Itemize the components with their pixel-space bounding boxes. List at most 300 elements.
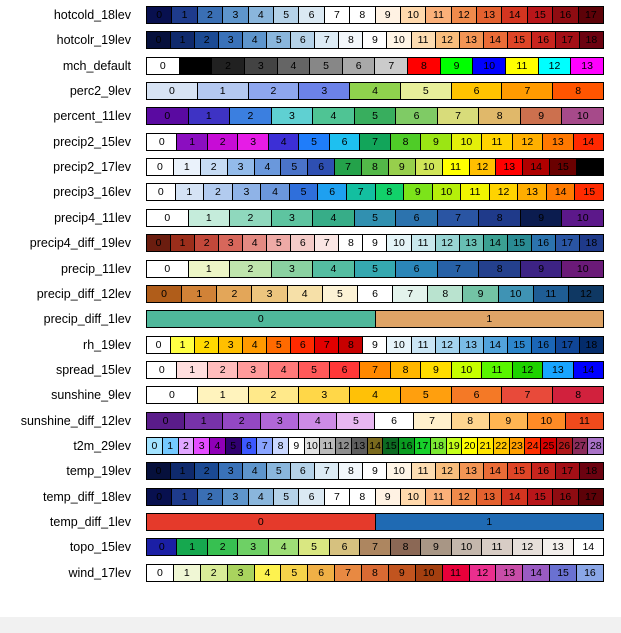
color-swatch: 13 — [518, 184, 547, 200]
color-swatch: 10 — [305, 438, 321, 454]
color-swatch: 8 — [376, 184, 405, 200]
colormap-row — [0, 309, 621, 329]
color-swatch: 16 — [532, 337, 556, 353]
footer-band — [0, 617, 621, 633]
color-swatch: 23 — [510, 438, 526, 454]
color-swatch: 2 — [208, 134, 238, 150]
color-swatch: 14 — [484, 32, 508, 48]
colormap-name: topo_15lev — [69, 540, 131, 555]
color-swatch: 17 — [556, 463, 580, 479]
color-swatch: 4 — [288, 286, 323, 302]
colormap-bar — [146, 462, 604, 480]
color-swatch: 7 — [257, 438, 273, 454]
color-swatch: 15 — [528, 7, 553, 23]
colormap-bar — [146, 361, 604, 379]
color-swatch: 6 — [318, 184, 347, 200]
color-swatch: 1 — [185, 413, 223, 429]
color-swatch: 4 — [350, 387, 401, 403]
color-swatch: 4 — [313, 210, 355, 226]
color-swatch: 13 — [460, 463, 484, 479]
color-swatch: 8 — [391, 539, 421, 555]
color-swatch: 2 — [198, 489, 223, 505]
color-swatch: 0 — [147, 337, 171, 353]
color-swatch: 1 — [376, 311, 604, 327]
colormap-bar — [146, 234, 604, 252]
color-swatch: 8 — [339, 463, 363, 479]
color-swatch: 9 — [521, 210, 563, 226]
color-swatch: 17 — [556, 235, 580, 251]
color-swatch: 9 — [441, 58, 474, 74]
color-swatch: 4 — [299, 413, 337, 429]
color-swatch: 8 — [391, 134, 421, 150]
color-swatch: 6 — [299, 7, 324, 23]
color-swatch: 7 — [502, 387, 553, 403]
color-swatch: 18 — [580, 235, 603, 251]
color-swatch: 6 — [396, 108, 438, 124]
color-swatch: 8 — [350, 7, 375, 23]
color-swatch: 13 — [543, 539, 573, 555]
color-swatch: 0 — [147, 514, 376, 530]
color-swatch: 6 — [343, 58, 376, 74]
colormap-name: perc2_9lev — [69, 84, 131, 99]
color-swatch: 7 — [335, 565, 362, 581]
color-swatch: 2 — [217, 286, 252, 302]
color-swatch: 16 — [577, 159, 603, 175]
color-swatch: 0 — [147, 83, 198, 99]
colormap-row — [0, 385, 621, 405]
colormap-row — [0, 182, 621, 202]
color-swatch: 3 — [261, 413, 299, 429]
color-swatch: 19 — [447, 438, 463, 454]
color-swatch: 8 — [391, 362, 421, 378]
color-swatch: 11 — [412, 337, 436, 353]
color-swatch: 3 — [233, 184, 262, 200]
color-swatch: 15 — [383, 438, 399, 454]
color-swatch: 8 — [479, 108, 521, 124]
color-swatch: 0 — [147, 286, 182, 302]
color-swatch: 6 — [375, 413, 413, 429]
color-swatch: 3 — [219, 337, 243, 353]
color-swatch: 2 — [195, 235, 219, 251]
color-swatch: 27 — [573, 438, 589, 454]
color-swatch: 7 — [347, 184, 376, 200]
color-swatch: 5 — [355, 108, 397, 124]
color-swatch: 7 — [393, 286, 428, 302]
colormap-row — [0, 30, 621, 50]
color-swatch: 11 — [443, 565, 470, 581]
color-swatch: 8 — [350, 489, 375, 505]
colormap-bar — [146, 310, 604, 328]
color-swatch: 22 — [494, 438, 510, 454]
colormap-bar — [146, 538, 604, 556]
colormap-name: rh_19lev — [83, 337, 131, 352]
colormap-bar — [146, 183, 604, 201]
color-swatch: 13 — [352, 438, 368, 454]
color-swatch: 15 — [508, 235, 532, 251]
color-swatch: 9 — [404, 184, 433, 200]
color-swatch: 5 — [355, 261, 397, 277]
color-swatch: 4 — [249, 7, 274, 23]
color-swatch: 12 — [513, 539, 543, 555]
color-swatch: 1 — [171, 463, 195, 479]
color-swatch: 7 — [360, 362, 390, 378]
color-swatch: 9 — [490, 413, 528, 429]
color-swatch: 0 — [147, 463, 171, 479]
color-swatch: 10 — [387, 463, 411, 479]
color-swatch: 3 — [272, 210, 314, 226]
color-swatch: 14 — [368, 438, 384, 454]
color-swatch: 7 — [414, 413, 452, 429]
color-swatch: 2 — [249, 83, 300, 99]
color-swatch: 6 — [291, 235, 315, 251]
colormap-bar — [146, 513, 604, 531]
colormap-row — [0, 563, 621, 583]
color-swatch: 6 — [330, 134, 360, 150]
color-swatch: 5 — [337, 413, 375, 429]
color-swatch: 3 — [194, 438, 210, 454]
colormap-bar — [146, 488, 604, 506]
color-swatch: 8 — [479, 210, 521, 226]
color-swatch: 4 — [313, 261, 355, 277]
color-swatch: 4 — [210, 438, 226, 454]
color-swatch: 1 — [182, 286, 217, 302]
color-swatch: 0 — [147, 58, 180, 74]
color-swatch: 12 — [490, 184, 519, 200]
color-swatch: 18 — [580, 32, 603, 48]
color-swatch: 11 — [461, 184, 490, 200]
colormap-bar — [146, 57, 604, 75]
color-swatch: 5 — [299, 362, 329, 378]
colormap-name: percent_11lev — [53, 109, 131, 124]
color-swatch: 0 — [147, 7, 172, 23]
color-swatch: 4 — [243, 463, 267, 479]
color-swatch: 5 — [274, 7, 299, 23]
colormap-row — [0, 461, 621, 481]
color-swatch: 13 — [460, 235, 484, 251]
colormap-name: precip_11lev — [61, 261, 131, 276]
color-swatch: 9 — [363, 235, 387, 251]
color-swatch: 8 — [339, 235, 363, 251]
color-swatch: 11 — [482, 539, 512, 555]
color-swatch: 13 — [543, 362, 573, 378]
color-swatch: 10 — [452, 362, 482, 378]
color-swatch: 2 — [230, 261, 272, 277]
colormap-bar — [146, 336, 604, 354]
color-swatch: 14 — [484, 235, 508, 251]
color-swatch: 9 — [289, 438, 305, 454]
color-swatch: 12 — [569, 286, 603, 302]
color-swatch: 16 — [399, 438, 415, 454]
colormap-row — [0, 360, 621, 380]
color-swatch: 16 — [532, 235, 556, 251]
color-swatch: 6 — [299, 489, 324, 505]
color-swatch: 28 — [589, 439, 602, 452]
color-swatch: 10 — [562, 210, 603, 226]
color-swatch: 9 — [363, 337, 387, 353]
colormap-bar — [146, 437, 604, 455]
color-swatch: 5 — [281, 565, 308, 581]
color-swatch: 1 — [177, 134, 207, 150]
color-swatch: 13 — [543, 134, 573, 150]
color-swatch: 5 — [310, 58, 343, 74]
color-swatch: 1 — [198, 387, 249, 403]
color-swatch: 4 — [249, 489, 274, 505]
color-swatch: 1 — [177, 539, 207, 555]
color-swatch: 10 — [528, 413, 566, 429]
color-swatch: 11 — [426, 489, 451, 505]
colormap-name: precip_diff_1lev — [43, 312, 131, 327]
color-swatch: 11 — [482, 134, 512, 150]
color-swatch: 10 — [452, 539, 482, 555]
color-swatch: 12 — [470, 159, 497, 175]
color-swatch: 4 — [243, 32, 267, 48]
colormap-bar — [146, 412, 604, 430]
color-swatch: 7 — [502, 83, 553, 99]
color-swatch: 7 — [360, 539, 390, 555]
color-swatch: 3 — [219, 463, 243, 479]
color-swatch: 10 — [401, 7, 426, 23]
color-swatch: 6 — [308, 565, 335, 581]
color-swatch: 5 — [267, 235, 291, 251]
color-swatch: 6 — [358, 286, 393, 302]
color-swatch: 5 — [401, 387, 452, 403]
colormap-name: wind_17lev — [68, 565, 131, 580]
colormap-row — [0, 487, 621, 507]
color-swatch: 6 — [452, 387, 503, 403]
color-swatch: 13 — [460, 32, 484, 48]
colormap-bar — [146, 386, 604, 404]
color-swatch: 10 — [387, 235, 411, 251]
color-swatch: 2 — [212, 58, 245, 74]
color-swatch: 2 — [198, 7, 223, 23]
color-swatch: 2 — [249, 387, 300, 403]
color-swatch: 17 — [579, 489, 603, 505]
color-swatch: 24 — [525, 438, 541, 454]
color-swatch: 7 — [315, 337, 339, 353]
color-swatch: 0 — [147, 134, 177, 150]
color-swatch: 9 — [421, 539, 451, 555]
color-swatch: 26 — [557, 438, 573, 454]
colormap-name: precip4_diff_19lev — [29, 236, 131, 251]
color-swatch: 8 — [273, 438, 289, 454]
color-swatch: 2 — [208, 539, 238, 555]
color-swatch: 10 — [387, 32, 411, 48]
color-swatch: 12 — [513, 362, 543, 378]
color-swatch: 2 — [201, 565, 228, 581]
color-swatch: 0 — [147, 413, 185, 429]
color-swatch: 11 — [320, 438, 336, 454]
colormap-row — [0, 335, 621, 355]
color-swatch: 4 — [269, 362, 299, 378]
color-swatch: 3 — [299, 83, 350, 99]
color-swatch: 12 — [452, 7, 477, 23]
color-swatch: 17 — [415, 438, 431, 454]
color-swatch: 7 — [315, 235, 339, 251]
color-swatch: 3 — [238, 362, 268, 378]
colormap-row — [0, 284, 621, 304]
color-swatch: 0 — [147, 362, 177, 378]
color-swatch: 3 — [238, 134, 268, 150]
color-swatch: 14 — [484, 463, 508, 479]
colormap-name: precip2_17lev — [53, 160, 131, 175]
color-swatch: 11 — [534, 286, 569, 302]
color-swatch: 8 — [553, 83, 603, 99]
colormap-name: temp_19lev — [66, 464, 131, 479]
color-swatch: 1 — [171, 32, 195, 48]
color-swatch: 12 — [452, 489, 477, 505]
color-swatch: 7 — [325, 489, 350, 505]
color-swatch: 2 — [179, 438, 195, 454]
color-swatch: 6 — [396, 210, 438, 226]
colormap-bar — [146, 6, 604, 24]
color-swatch: 11 — [412, 32, 436, 48]
color-swatch: 5 — [355, 210, 397, 226]
color-swatch: 0 — [147, 184, 176, 200]
color-swatch: 13 — [460, 337, 484, 353]
color-swatch: 2 — [230, 210, 272, 226]
color-swatch: 8 — [553, 387, 603, 403]
color-swatch: 9 — [421, 134, 451, 150]
color-swatch: 6 — [452, 83, 503, 99]
color-swatch: 8 — [479, 261, 521, 277]
color-swatch: 1 — [171, 337, 195, 353]
color-swatch: 17 — [579, 7, 603, 23]
color-swatch: 10 — [433, 184, 462, 200]
color-swatch: 4 — [269, 134, 299, 150]
color-swatch: 15 — [508, 337, 532, 353]
color-swatch: 9 — [389, 159, 416, 175]
colormap-bar — [146, 158, 604, 176]
color-swatch: 15 — [508, 32, 532, 48]
color-swatch: 2 — [195, 337, 219, 353]
color-swatch: 1 — [180, 58, 213, 74]
color-swatch: 5 — [290, 184, 319, 200]
color-swatch: 11 — [412, 235, 436, 251]
color-swatch: 7 — [360, 134, 390, 150]
color-swatch: 0 — [147, 387, 198, 403]
color-swatch: 18 — [580, 337, 603, 353]
color-swatch: 4 — [255, 565, 282, 581]
colormap-bar — [146, 107, 604, 125]
color-swatch: 2 — [195, 32, 219, 48]
color-swatch: 11 — [443, 159, 470, 175]
color-swatch: 9 — [389, 565, 416, 581]
color-swatch: 8 — [362, 565, 389, 581]
colormap-bar — [146, 564, 604, 582]
color-swatch: 2 — [223, 413, 261, 429]
color-swatch: 1 — [198, 83, 249, 99]
colormap-row — [0, 132, 621, 152]
color-swatch: 1 — [376, 514, 604, 530]
color-swatch: 8 — [339, 337, 363, 353]
color-swatch: 5 — [401, 83, 452, 99]
colormap-row — [0, 106, 621, 126]
color-swatch: 3 — [272, 261, 314, 277]
color-swatch: 16 — [553, 489, 578, 505]
color-swatch: 15 — [528, 489, 553, 505]
colormap-row — [0, 5, 621, 25]
color-swatch: 11 — [506, 58, 539, 74]
colormap-name: spread_15lev — [55, 362, 131, 377]
color-swatch: 4 — [278, 58, 311, 74]
color-swatch: 12 — [436, 463, 460, 479]
color-swatch: 15 — [550, 565, 577, 581]
color-swatch: 5 — [267, 463, 291, 479]
color-swatch: 8 — [339, 32, 363, 48]
colormap-row — [0, 436, 621, 456]
colormap-bar — [146, 133, 604, 151]
color-swatch: 16 — [532, 32, 556, 48]
colormap-name: precip_diff_12lev — [36, 286, 131, 301]
colormap-bar — [146, 260, 604, 278]
color-swatch: 17 — [556, 32, 580, 48]
color-swatch: 18 — [580, 463, 603, 479]
colormap-bar — [146, 209, 604, 227]
color-swatch: 12 — [336, 438, 352, 454]
colormap-bar — [146, 285, 604, 303]
color-swatch: 0 — [147, 438, 163, 454]
color-swatch: 0 — [147, 32, 171, 48]
color-swatch: 14 — [502, 7, 527, 23]
color-swatch: 14 — [547, 184, 576, 200]
color-swatch: 3 — [245, 58, 278, 74]
color-swatch: 9 — [376, 489, 401, 505]
color-swatch: 7 — [325, 7, 350, 23]
color-swatch: 3 — [228, 565, 255, 581]
colormap-row — [0, 208, 621, 228]
color-swatch: 0 — [147, 210, 189, 226]
color-swatch: 7 — [375, 58, 408, 74]
color-swatch: 12 — [436, 337, 460, 353]
color-swatch: 4 — [255, 159, 282, 175]
color-swatch: 4 — [350, 83, 401, 99]
colormap-row — [0, 233, 621, 253]
color-swatch: 4 — [313, 108, 355, 124]
color-swatch: 14 — [502, 489, 527, 505]
color-swatch: 9 — [376, 7, 401, 23]
color-swatch: 0 — [147, 539, 177, 555]
color-swatch: 15 — [550, 159, 577, 175]
color-swatch: 11 — [566, 413, 603, 429]
color-swatch: 2 — [195, 463, 219, 479]
color-swatch: 13 — [571, 58, 603, 74]
colormap-row — [0, 259, 621, 279]
color-swatch: 4 — [243, 337, 267, 353]
color-swatch: 15 — [575, 184, 603, 200]
color-swatch: 1 — [174, 159, 201, 175]
color-swatch: 7 — [438, 210, 480, 226]
color-swatch: 12 — [513, 134, 543, 150]
color-swatch: 0 — [147, 235, 171, 251]
color-swatch: 5 — [267, 337, 291, 353]
color-swatch: 5 — [226, 438, 242, 454]
color-swatch: 0 — [147, 311, 376, 327]
color-swatch: 2 — [208, 362, 238, 378]
color-swatch: 3 — [228, 159, 255, 175]
colormap-row — [0, 81, 621, 101]
color-swatch: 10 — [401, 489, 426, 505]
color-swatch: 10 — [416, 565, 443, 581]
color-swatch: 12 — [539, 58, 572, 74]
color-swatch: 5 — [323, 286, 358, 302]
color-swatch: 3 — [223, 489, 248, 505]
color-swatch: 0 — [147, 159, 174, 175]
colormap-name: precip2_15lev — [53, 134, 131, 149]
color-swatch: 1 — [172, 7, 197, 23]
color-swatch: 1 — [163, 438, 179, 454]
color-swatch: 5 — [274, 489, 299, 505]
color-swatch: 6 — [330, 539, 360, 555]
